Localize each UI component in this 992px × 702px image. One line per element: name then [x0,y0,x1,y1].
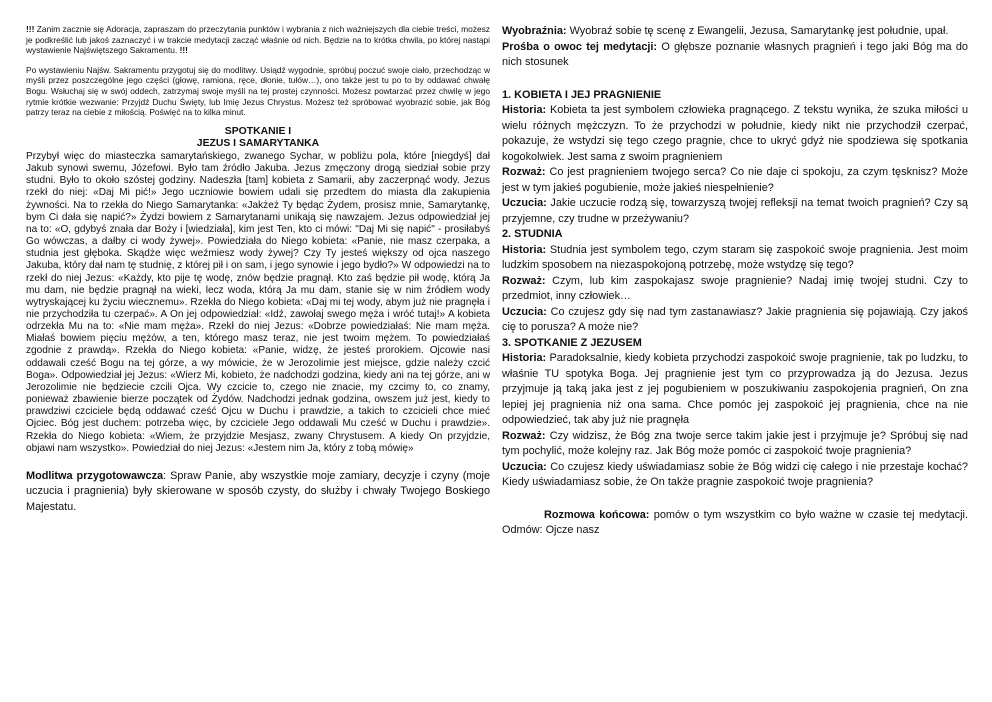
gospel-text: Przybył więc do miasteczka samarytańskiego, zwanego Sychar, w pobliżu pola, które [niegdyś] dał Jakub synowi swemu, Józefowi. Było tam źródło Jakuba. Jezus zmęczony drogą siedział sobie przy studni. Było to około szóstej godziny. Nadeszła [tam] kobieta z Samarii, aby zaczerpnąć wody. Jezus rzekł do niej: «Daj Mi pić!» Jego uczniowie bowiem udali się przedtem do miasta dla zakupienia żywności. Na to rzekła do Niego Samarytanka: «Jakżeż Ty będąc Żydem, prosisz mnie, Samarytankę, bym Ci dała się napić?» Żydzi bowiem z Samarytanami unikają się nawzajem. Jezus odpowiedział jej na to: «O, gdybyś znała dar Boży i [wiedziała], kim jest Ten, kto ci mówi: "Daj Mi się napić" - prosiłabyś Go wówczas, a dałby ci wody żywej». Powiedziała do Niego kobieta: «Panie, nie masz czerpaka, a studnia jest głęboka. Skądże więc weźmiesz wody żywej? Czy Ty jesteś większy od ojca naszego Jakuba, który dał nam tę studnię, z której pił i on sam, i jego synowie i jego bydło?» W odpowiedzi na to rzekł do niej Jezus: «Każdy, kto pije tę wodę, znów będzie pragnął. Kto zaś będzie pił wodę, którą Ja mu dam, nie będzie pragnął na wieki, lecz woda, którą Ja mu dam, stanie się w nim źródłem wody wytryskającej ku życiu wiecznemu». Rzekła do Niego kobieta: «Daj mi tej wody, abym już nie pragnęła i nie przychodziła tu czerpać». A On jej odpowiedział: «Idź, zawołaj swego męża i wróć tutaj!» A kobieta odrzekła Mu na to: «Nie mam męża». Rzekł do niej Jezus: «Dobrze powiedziałaś: Nie mam męża. Miałaś bowiem pięciu mężów, a ten, którego masz teraz, nie jest twoim mężem. To powiedziałaś zgodnie z prawdą». Rzekła do Niego kobieta: «Panie, widzę, że jesteś prorokiem. Ojcowie nasi oddawali cześć Bogu na tej górze, a wy mówicie, że w Jerozolimie jest miejsce, gdzie należy czcić Boga». Odpowiedział jej Jezus: «Wierz Mi, kobieto, że nadchodzi godzina, kiedy ani na tej górze, ani w Jerozolimie nie będziecie czcili Ojca. Wy czcicie to, czego nie znacie, my czcimy to, co znamy, ponieważ zbawienie bierze początek od Żydów. Nadchodzi jednak godzina, owszem już jest, kiedy to prawdziwi czciciele będą oddawać cześć Ojcu w Duchu i prawdzie, a takich to czcicieli chce mieć Ojciec. Bóg jest duchem: potrzeba więc, by czciciele Jego oddawali Mu cześć w Duchu i prawdzie». Rzekła do Niego kobieta: «Wiem, że przyjdzie Mesjasz, zwany Chrystusem. A kiedy On przyjdzie, objawi nam wszystko». Powiedział do niej Jezus: «Jestem nim Ja, który z tobą mówię» [26,150,490,454]
feelings-text: Co czujesz gdy się nad tym zastanawiasz? Jakie pragnienia się pojawiają. Czy jakoś cię to porusza? A może nie? [502,305,968,333]
intro-marks: !!! [26,24,35,34]
consider-text: Co jest pragnieniem twojego serca? Co nie daje ci spokoju, za czym tęsknisz? Może jest w tym jakieś pogubienie, może jakieś niespełnienie? [502,166,968,194]
section-3-history [502,351,968,429]
consider-text: Czym, lub kim zaspokajasz swoje pragnienie? Nadaj imię twojej studni. Czy to przedmiot, inny człowiek… [502,274,968,302]
imagination-paragraph [502,24,968,40]
closing-conversation [502,508,968,539]
section-3-consider [502,429,968,460]
feelings-label: Uczucia: [502,460,547,473]
intro-end-marks: !!! [179,45,188,56]
section-2-history [502,243,968,274]
section-2-heading: 2. STUDNIA [502,228,563,240]
meeting-title: SPOTKANIE I [224,125,292,137]
history-text: Paradoksalnie, kiedy kobieta przychodzi zaspokoić swoje pragnienie, tak po ludzku, to właśnie TU spotyka Boga. Jej pragnienie jest tym co przyprowadza ją do Jezusa. Jezus przyjmuje ją taką jaka jest z jej pogubieniem w poszukiwaniu zaspokojenia pragnień, On zna lepiej jej pragnienia niż ona sama. Chce pomóc jej zaspokoić jej pragnienia, chce na nie odpowiedzieć, tak aby już nie pragnęła [502,352,968,426]
section-2-consider [502,274,968,305]
closing-label: Rozmowa końcowa: [544,508,650,521]
section-1-feelings [502,196,968,227]
meeting-subtitle: JEZUS I SAMARYTANKA [196,138,320,150]
history-label: Historia: [502,104,547,116]
prayer-text: : Spraw Panie, aby wszystkie moje zamiary, decyzje i czyny (moje uczucia i pragnienia) były skierowane w sposób czysty, do służby i chwały Twojego Boskiego Majestatu. [26,469,490,513]
right-column [502,24,968,539]
fruit-request-label: Prośba o owoc tej medytacji: [502,40,658,53]
history-label: Historia: [502,352,547,364]
prayer-label: Modlitwa przygotowawcza [26,469,164,482]
preparation-paragraph: Po wystawieniu Najśw. Sakramentu przygotuj się do modlitwy. Usiądź wygodnie, spróbuj poczuć swoje ciało, przechodząc w myśli przez poszczególne jego części (głowę, ramiona, ręce, dłonie, tułów…), ono także jest tu po to by oddawać chwałę Bogu. Wsłuchaj się w swój oddech, zatrzymaj swoje myśli na tej prostej czynności. Możesz powtarzać przez chwilę w jego rytmie krótkie wezwanie: Przyjdź Duchu Święty, lub Imię Jezus Chrystus. Możesz też spróbować wyobrazić sobie, jak Bóg patrzy teraz na ciebie z miłością. Poświęć na to kilka minut. [26,64,490,118]
history-text: Studnia jest symbolem tego, czym staram się zaspokoić swoje pragnienia. Jest moim ludzkim sposobem na niezaspokojoną potrzebę, może wstydzę się tego? [502,243,968,271]
consider-label: Rozważ: [502,166,546,178]
section-3-heading: 3. SPOTKANIE Z JEZUSEM [502,336,642,349]
imagination-text: Wyobraź sobie tę scenę z Ewangelii, Jezusa, Samarytankę jest południe, upał. [566,25,949,37]
left-column [26,24,490,515]
consider-label: Rozważ: [502,274,546,287]
section-2-feelings [502,305,968,336]
intro-text: Zanim zacznie się Adoracja, zapraszam do przeczytania punktów i wybrania z nich ważniejszych dla ciebie treści, możesz je podkreślić lub jakoś zaznaczyć i w trakcie medytacji zacząć właśnie od nich. Będzie na to krótka chwila, po której nastąpi wystawienie Najświętszego Sakramentu. [26,24,490,56]
consider-text: Czy widzisz, że Bóg zna twoje serce takim jakie jest i przyjmuje je? Spróbuj się nad tym pochylić, może kolejny raz. Jak Bóg może pomóc ci zaspokoić twoje pragnienia? [502,429,968,457]
fruit-request-text: O głębsze poznanie własnych pragnień i tego jaki Bóg ma do nich stosunek [502,40,968,68]
feelings-label: Uczucia: [502,305,547,318]
history-text: Kobieta ta jest symbolem człowieka pragnącego. Z tekstu wynika, że szuka miłości u wielu różnych mężczyzn. To że przychodzi w południe, kiedy nikt nie przychodził czerpać, pokazuje, że wstydzi się tego czego pragnie, chce to ukryć gdyż nie spodziewa się spotkania kogokolwiek. Jest sama z swoim pragnieniem [502,104,968,163]
section-1-history [502,103,968,165]
intro-paragraph [26,24,490,56]
consider-label: Rozważ: [502,429,546,442]
closing-text: pomów o tym wszystkim co było ważne w czasie tej medytacji. Odmów: Ojcze nasz [502,508,968,536]
section-3-feelings [502,460,968,491]
feelings-text: Co czujesz kiedy uświadamiasz sobie że Bóg widzi cię całego i nie przestaje kochać? Kiedy uświadamiasz sobie, że On także pragnie zaspokoić twoje pragnienia? [502,460,968,488]
preparatory-prayer [26,469,490,516]
history-label: Historia: [502,243,547,256]
section-1-heading: 1. KOBIETA I JEJ PRAGNIENIE [502,88,662,101]
fruit-request-paragraph [502,40,968,71]
feelings-label: Uczucia: [502,197,547,209]
imagination-label: Wyobraźnia: [502,25,567,37]
section-1-consider [502,165,968,196]
feelings-text: Jakie uczucie rodzą się, towarzyszą twojej refleksji na temat twoich pragnień? Czy są przyjemne, czy trudne w przeżywaniu? [502,197,968,225]
